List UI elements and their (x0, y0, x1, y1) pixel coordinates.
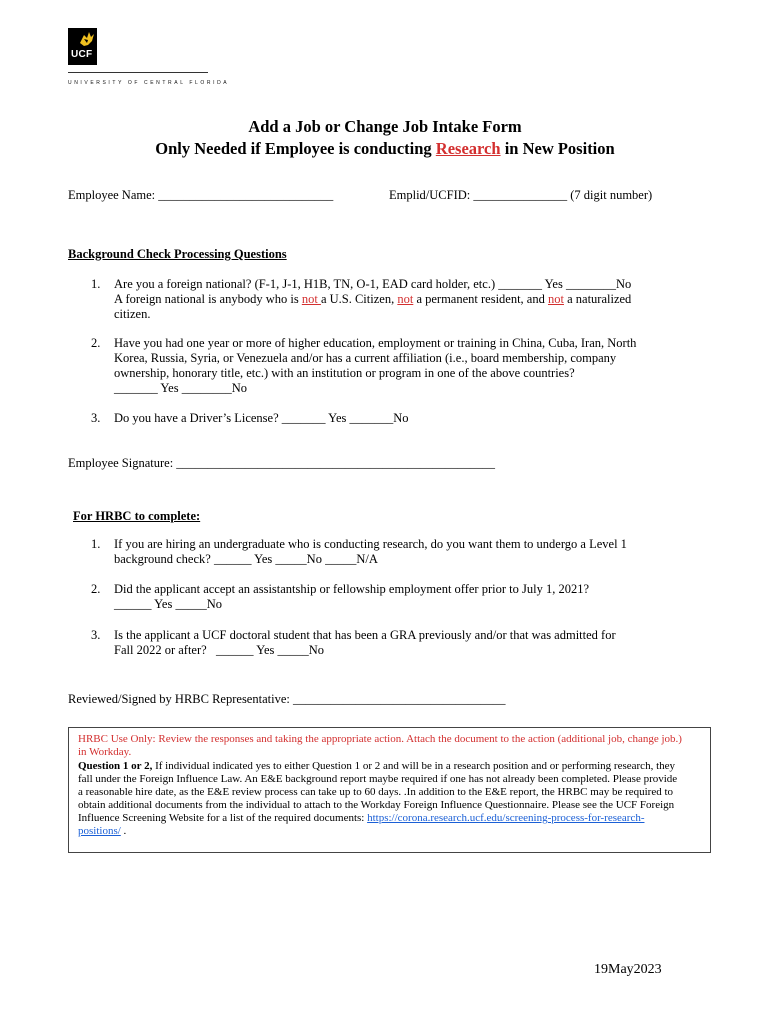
hrbc-q3-line1: Is the applicant a UCF doctoral student that has been a GRA previously and/or that was admitted for (114, 628, 616, 642)
footer-date: 19May2023 (594, 962, 662, 977)
subtitle-suffix: in New Position (500, 139, 615, 158)
screening-website-link-cont[interactable]: positions/ (78, 825, 121, 837)
university-name: UNIVERSITY OF CENTRAL FLORIDA (68, 80, 230, 86)
hrbc-box-line4: obtain additional documents from the individual to attach to the Workday Foreign Influence Questionnaire. Please see the UCF Foreign (78, 799, 675, 811)
bg-q2-answer[interactable]: _______ Yes ________No (114, 381, 248, 395)
emplid-field[interactable]: Emplid/UCFID: _______________ (7 digit number) (389, 188, 653, 202)
background-check-heading: Background Check Processing Questions (68, 247, 287, 261)
bg-q3-number: 3. (91, 411, 101, 425)
logo-divider (68, 72, 208, 73)
hrbc-q1-line1: If you are hiring an undergraduate who is conducting research, do you want them to undergo a Level 1 (114, 537, 627, 551)
hrbc-box-line2: fall under the Foreign Influence Law. An E&E background report maybe required if one has not already been completed. Please provide (78, 773, 678, 785)
hrbc-box-line1-rest: If individual indicated yes to either Question 1 or 2 and will be in a research position and or performing research, they (152, 760, 676, 772)
hrbc-box-line1 (78, 760, 675, 774)
hrbc-box-red-line1: HRBC Use Only: Review the responses and taking the appropriate action. Attach the document to the action (additional job, change job.) (78, 733, 682, 745)
hrbc-box-line6-suffix: . (120, 825, 127, 837)
pegasus-icon (78, 31, 95, 47)
hrbc-representative-field[interactable]: Reviewed/Signed by HRBC Representative: __________________________________ (68, 692, 506, 706)
hrbc-box-line5 (78, 812, 644, 826)
bg-q2-line3: ownership, honorary title, etc.) with an institution or program in one of the above countries? (114, 366, 575, 380)
bg-q1-definition (114, 292, 631, 308)
bg-q2-line1: Have you had one year or more of higher education, employment or training in China, Cuba, Iran, North (114, 336, 637, 350)
bg-q2-line2: Korea, Russia, Syria, or Venezuela and/or has a current affiliation (i.e., board membership, company (114, 351, 617, 365)
hrbc-box-red-line2: in Workday. (78, 746, 132, 758)
employee-signature-field[interactable]: Employee Signature: ___________________________________________________ (68, 456, 496, 470)
bg-q1-definition-end: citizen. (114, 307, 151, 321)
subtitle-research: Research (435, 139, 501, 158)
hrbc-box-bold-lead: Question 1 or 2, (78, 760, 153, 772)
hrbc-box-line3: a reasonable hire date, as the E&E review process can take up to 60 days. .In addition to the E&E report, the HRBC may be required to (78, 786, 674, 798)
hrbc-q3-number: 3. (91, 628, 101, 642)
q1-not-3: not (547, 292, 564, 306)
hrbc-q2-answer[interactable]: ______ Yes _____No (114, 597, 223, 611)
hrbc-use-only-box (68, 727, 711, 853)
q1-def-c: a permanent resident, and (413, 292, 548, 306)
form-subtitle (0, 139, 770, 159)
bg-q2-number: 2. (91, 336, 101, 350)
hrbc-q1-answer[interactable]: background check? ______ Yes _____No _____N/A (114, 552, 378, 566)
logo-text: UCF (71, 49, 93, 60)
q1-not-2: not (397, 292, 414, 306)
hrbc-heading: For HRBC to complete: (73, 509, 201, 523)
ucf-logo (68, 28, 97, 65)
hrbc-q2-line1: Did the applicant accept an assistantship or fellowship employment offer prior to July 1, 2021? (114, 582, 590, 596)
hrbc-box-line6 (78, 825, 126, 839)
hrbc-q3-answer[interactable]: Fall 2022 or after? ______ Yes _____No (114, 643, 325, 657)
bg-q3-text[interactable]: Do you have a Driver’s License? _______ Yes _______No (114, 411, 409, 425)
bg-q1-number: 1. (91, 277, 101, 291)
bg-q1-text: Are you a foreign national? (F-1, J-1, H1B, TN, O-1, EAD card holder, etc.) _______ Yes ________No (114, 277, 632, 291)
q1-def-d: a naturalized (563, 292, 632, 306)
subtitle-prefix: Only Needed if Employee is conducting (155, 139, 436, 158)
q1-def-a: A foreign national is anybody who is (114, 292, 302, 306)
employee-name-field[interactable]: Employee Name: ____________________________ (68, 188, 334, 202)
q1-not-1: not (301, 292, 321, 306)
form-title: Add a Job or Change Job Intake Form (248, 117, 522, 136)
q1-def-b: a U.S. Citizen, (320, 292, 398, 306)
hrbc-q2-number: 2. (91, 582, 101, 596)
hrbc-q1-number: 1. (91, 537, 101, 551)
screening-website-link[interactable]: https://corona.research.ucf.edu/screening-process-for-research- (367, 812, 645, 824)
hrbc-box-line5-prefix: Influence Screening Website for a list of the required documents: (78, 812, 368, 824)
